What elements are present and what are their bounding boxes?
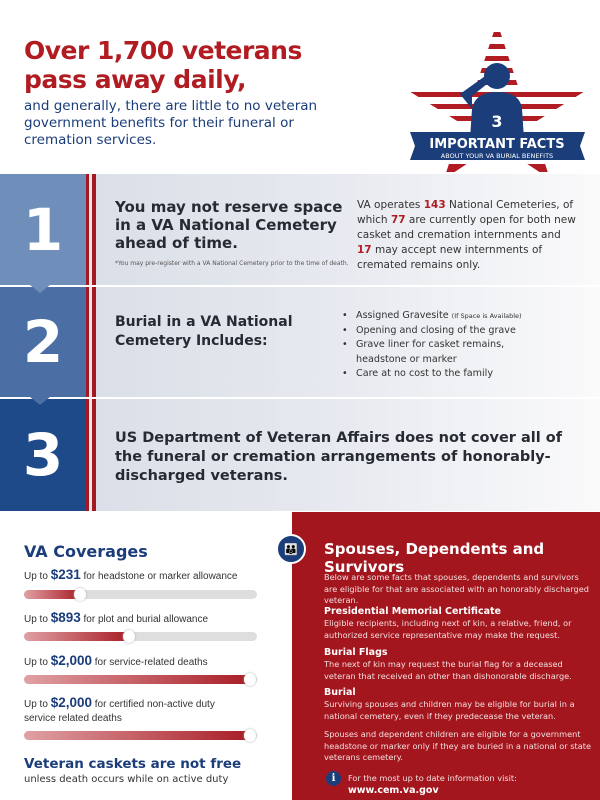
fact-3 <box>0 399 600 511</box>
coverage-item <box>24 696 224 726</box>
headline-line: pass away daily, <box>24 65 247 94</box>
count: 143 <box>423 199 446 211</box>
fact-number: 2 <box>0 287 86 397</box>
header <box>0 0 600 172</box>
section-text: Eligible recipients, including next of kin, a relative, friend, or authorized service representative may make the request. <box>324 618 572 640</box>
star-salute-icon <box>400 14 595 174</box>
section-text: The next of kin may request the burial flag for a deceased veteran that received an other than dishonorable discharge. <box>324 659 572 681</box>
spouses-title: Spouses, Dependents and Survivors <box>324 540 545 576</box>
text: for service-related deaths <box>91 657 208 668</box>
list-item: • Opening and closing of the grave <box>342 324 522 339</box>
text: Up to <box>24 571 51 582</box>
fact-title: You may not reserve space in a VA National Cemetery ahead of time. <box>115 198 343 252</box>
list-item: • Care at no cost to the family <box>342 367 522 382</box>
website-link[interactable]: www.cem.va.gov <box>348 784 439 796</box>
fact-number: 3 <box>0 399 86 511</box>
section-heading: Presidential Memorial Certificate <box>324 606 501 617</box>
subheadline: and generally, there are little to no veteran government benefits for their funeral or cremation services. <box>24 98 318 148</box>
bar-fill <box>24 590 80 599</box>
amount: $893 <box>50 610 81 625</box>
logo-title: IMPORTANT FACTS <box>429 137 565 152</box>
text: for certified non-active duty service related deaths <box>24 699 215 724</box>
section-heading: Burial <box>324 687 356 698</box>
text: National Cemeteries, of which <box>357 199 574 226</box>
coverage-item <box>24 654 290 670</box>
bar-fill <box>24 731 250 740</box>
bar-fill <box>24 675 250 684</box>
coverages-title: VA Coverages <box>24 542 148 561</box>
coverage-bar <box>24 632 257 641</box>
text: are currently open for both new casket and cremation internments and <box>357 214 576 241</box>
text: Up to <box>24 614 51 625</box>
amount: $2,000 <box>50 653 92 668</box>
bar-knob <box>74 588 86 601</box>
caskets-title: Veteran caskets are not free <box>24 756 242 772</box>
count: 77 <box>390 214 406 226</box>
spouses-closing: Spouses and dependent children are eligible for a government headstone or marker only if they are buried in a national or state veterans cemetery. <box>324 729 592 762</box>
logo-subtitle: ABOUT YOUR VA BURIAL BENEFITS <box>440 152 554 160</box>
coverage-item <box>24 611 290 627</box>
count: 17 <box>357 244 372 256</box>
included-list <box>342 309 522 382</box>
spouses-intro: Below are some facts that spouses, dependents and survivors are eligible for that are associated with an honorably discharged veteran. <box>324 572 589 605</box>
family-icon: 👪 <box>276 534 306 564</box>
text: For the most up to date information visit: <box>348 773 517 783</box>
info-text <box>348 773 598 796</box>
spouses-panel <box>284 512 600 800</box>
logo <box>400 14 595 174</box>
text: for headstone or marker allowance <box>80 571 238 582</box>
bar-knob <box>123 630 135 643</box>
fact-title: US Department of Veteran Affairs does not cover all of the funeral or cremation arrangements of honorably-discharged veterans. <box>115 430 563 484</box>
logo-number: 3 <box>491 112 503 131</box>
text: for plot and burial allowance <box>80 614 209 625</box>
coverage-bar <box>24 590 257 599</box>
item-text: Assigned Gravesite <box>356 310 449 321</box>
coverage-item <box>24 568 290 584</box>
amount: $2,000 <box>50 695 92 710</box>
notch <box>30 397 50 405</box>
coverage-bar <box>24 731 257 740</box>
section-heading: Burial Flags <box>324 647 388 658</box>
stripe <box>86 287 96 397</box>
coverage-bar <box>24 675 257 684</box>
info-icon: i <box>326 771 341 786</box>
fact-2 <box>0 287 600 397</box>
notch <box>30 285 50 293</box>
item-note: (If Space is Available) <box>451 312 522 320</box>
list-item: • Grave liner for casket remains, headstone or marker <box>342 338 522 367</box>
fact-1 <box>0 174 600 285</box>
section-text: Surviving spouses and children may be eligible for burial in a national cemetery, even if they predecease the veteran. <box>324 699 575 721</box>
text: Up to <box>24 657 51 668</box>
fact-number: 1 <box>0 174 86 285</box>
headline <box>24 36 302 94</box>
caskets-text: unless death occurs while on active duty <box>24 774 229 785</box>
bar-knob <box>244 673 256 686</box>
amount: $231 <box>50 567 81 582</box>
list-item <box>342 309 522 324</box>
bar-fill <box>24 632 129 641</box>
text: Up to <box>24 699 51 710</box>
stripe <box>86 174 96 285</box>
fact-note: *You may pre-register with a VA National Cemetery prior to the time of death. <box>115 260 349 267</box>
bar-knob <box>244 729 256 742</box>
va-coverages <box>0 512 292 800</box>
text: VA operates <box>357 199 424 211</box>
text: may accept new internments of cremated remains only. <box>357 244 543 271</box>
fact-title: Burial in a VA National Cemetery Includes: <box>115 314 293 349</box>
fact-text <box>357 198 577 273</box>
stripe <box>86 399 96 511</box>
headline-line: Over 1,700 veterans <box>24 36 302 65</box>
